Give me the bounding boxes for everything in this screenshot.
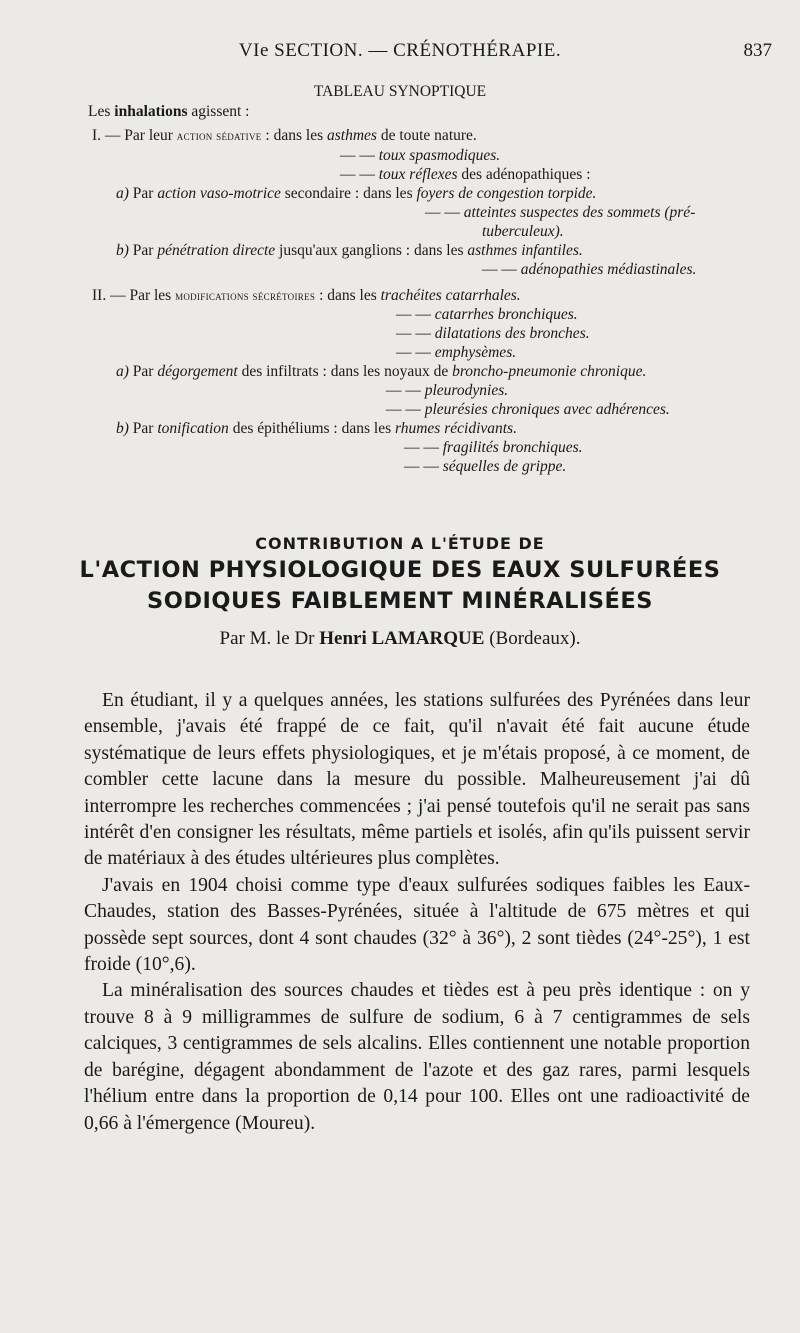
- article-title-line-2: SODIQUES FAIBLEMENT MINÉRALISÉES: [147, 588, 653, 614]
- running-header: [0, 40, 800, 66]
- tableau-line: — — pleurésies chroniques avec adhérences.: [386, 401, 670, 418]
- tableau-line: tuberculeux).: [482, 223, 564, 240]
- tableau-line: b) Par tonification des épithéliums : dans les rhumes récidivants.: [116, 420, 517, 437]
- tableau-line: — — toux réflexes des adénopathiques :: [340, 166, 591, 183]
- tableau-intro: Les inhalations agissent :: [88, 103, 250, 120]
- section-title: VIe SECTION. — CRÉNOTHÉRAPIE.: [238, 40, 562, 61]
- article-body: [84, 688, 750, 1137]
- tableau-line: a) Par dégorgement des infiltrats : dans les noyaux de broncho-pneumonie chronique.: [116, 363, 647, 380]
- tableau-line: I. — Par leur action sédative : dans les asthmes de toute nature.: [92, 127, 477, 144]
- tableau-line: b) Par pénétration directe jusqu'aux ganglions : dans les asthmes infantiles.: [116, 242, 583, 259]
- tableau-line: — — atteintes suspectes des sommets (pré-: [425, 204, 696, 221]
- tableau-line: — — catarrhes bronchiques.: [396, 306, 578, 323]
- paragraph: La minéralisation des sources chaudes et tièdes est à peu près identique : on y trouve 8 à 9 milligrammes de sulfure de sodium, 6 à 7 centigrammes de sels calciques, 3 centigrammes de sels alcalins. Elles contiennent une notable proportion de barégine, dégagent abondamment de l'azote et des gaz rares, parmi lesquels l'hélium entre dans la proportion de 0,14 pour 100. Elles ont une radioactivité de 0,66 à l'émergence (Moureu).: [84, 980, 750, 1134]
- tableau-line: — — dilatations des bronches.: [396, 325, 590, 342]
- byline: Par M. le Dr Henri LAMARQUE (Bordeaux).: [219, 628, 581, 649]
- tableau-line: — — toux spasmodiques.: [340, 147, 501, 164]
- tableau-line: a) Par action vaso-motrice secondaire : dans les foyers de congestion torpide.: [116, 185, 597, 202]
- paragraph: J'avais en 1904 choisi comme type d'eaux sulfurées sodiques faibles les Eaux-Chaudes, station des Basses-Pyrénées, située à l'altitude de 675 mètres et qui possède sept sources, dont 4 sont chaudes (32° à 36°), 2 sont tièdes (24°-25°), 1 est froide (10°,6).: [84, 874, 750, 976]
- tableau-line: — — pleurodynies.: [386, 382, 509, 399]
- tableau-line: — — adénopathies médiastinales.: [482, 261, 697, 278]
- page-number: 837: [743, 40, 772, 61]
- tableau-line: — — séquelles de grippe.: [404, 458, 567, 475]
- article-title-line-1: L'ACTION PHYSIOLOGIQUE DES EAUX SULFURÉES: [79, 557, 721, 583]
- paragraph: En étudiant, il y a quelques années, les stations sulfurées des Pyrénées dans leur ensemble, j'avais été frappé de ce fait, qu'il n'avait été fait aucune étude systématique de leurs effets physiologiques, et je m'étais proposé, à ce moment, de combler cette lacune dans la mesure du possible. Malheureusement j'ai dû interrompre les recherches commencées ; j'ai pensé toutefois qu'il ne serait pas sans intérêt d'en consigner les résultats, même partiels et isolés, afin qu'ils puissent servir de matériaux à des études ultérieures plus complètes.: [84, 690, 750, 870]
- tableau-title: TABLEAU SYNOPTIQUE: [313, 83, 487, 100]
- tableau-line: — — fragilités bronchiques.: [404, 439, 583, 456]
- tableau-line: — — emphysèmes.: [396, 344, 517, 361]
- tableau-line: II. — Par les modifications sécrétoires : dans les trachéites catarrhales.: [92, 287, 521, 304]
- article-kicker: CONTRIBUTION A L'ÉTUDE DE: [255, 534, 545, 553]
